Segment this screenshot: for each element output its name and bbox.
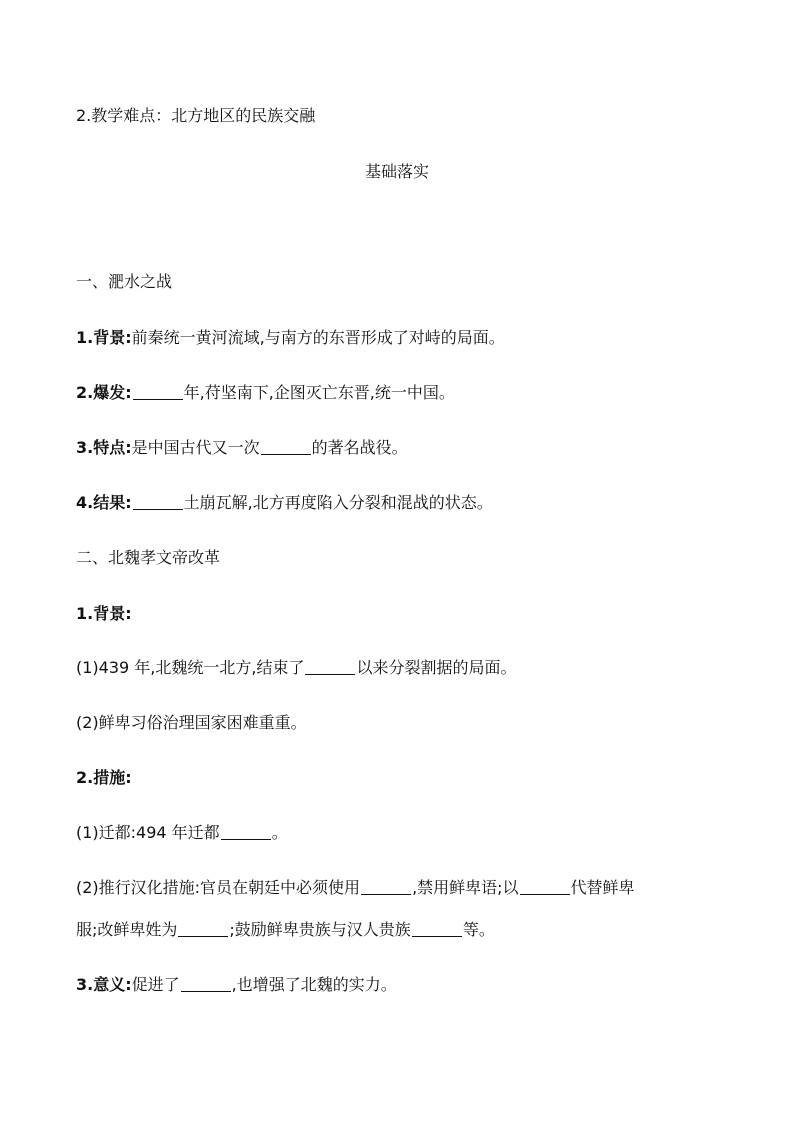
part1-result [76,491,493,515]
fill-blank[interactable] [412,920,462,937]
part2-m1 [76,821,288,845]
text: 年,苻坚南下,企图灭亡东晋,统一中国。 [183,383,455,402]
text: 以来分裂割据的局面。 [356,658,517,677]
part2-bg1 [76,656,516,680]
label: 3.意义: [76,975,132,994]
fill-blank[interactable] [305,658,355,675]
fill-blank[interactable] [221,823,271,840]
text: (1)迁都:494 年迁都 [76,823,220,842]
text: (2)推行汉化措施:官员在朝廷中必须使用 [76,878,361,897]
text: 。 [271,823,288,842]
text: 前秦统一黄河流域,与南方的东晋形成了对峙的局面。 [131,328,505,347]
fill-blank[interactable] [520,878,570,895]
part2-bg2: (2)鲜卑习俗治理国家困难重重。 [76,713,307,732]
fill-blank[interactable] [361,878,411,895]
part1-heading: 一、淝水之战 [76,272,173,291]
text: 服;改鲜卑姓为 [76,920,178,939]
part1-outbreak [76,381,455,405]
text: 等。 [462,920,495,939]
text: ;鼓励鲜卑贵族与汉人贵族 [229,920,411,939]
part2-background-label: 1.背景: [76,604,132,623]
text: 是中国古代又一次 [131,438,260,457]
fill-blank[interactable] [178,920,228,937]
label: 4.结果: [76,493,132,512]
text: 代替鲜卑 [570,878,635,897]
part1-background [76,326,505,350]
part2-heading: 二、北魏孝文帝改革 [76,548,221,567]
section-title: 基础落实 [364,162,429,181]
fill-blank[interactable] [133,493,183,510]
text: 的著名战役。 [311,438,408,457]
fill-blank[interactable] [181,975,231,992]
text: 土崩瓦解,北方再度陷入分裂和混战的状态。 [183,493,493,512]
text: ,也增强了北魏的实力。 [231,975,397,994]
part2-m2-line2 [76,918,495,942]
part2-measures-label: 2.措施: [76,768,132,787]
difficulty-line: 2.教学难点：北方地区的民族交融 [76,106,316,125]
part1-feature [76,436,408,460]
fill-blank[interactable] [261,438,311,455]
text: (1)439 年,北魏统一北方,结束了 [76,658,305,677]
text: 促进了 [131,975,180,994]
fill-blank[interactable] [133,383,183,400]
label: 1.背景: [76,328,132,347]
label: 2.爆发: [76,383,132,402]
text: ,禁用鲜卑语;以 [412,878,519,897]
label: 3.特点: [76,438,132,457]
part2-meaning [76,973,397,997]
part2-m2-line1 [76,876,635,900]
